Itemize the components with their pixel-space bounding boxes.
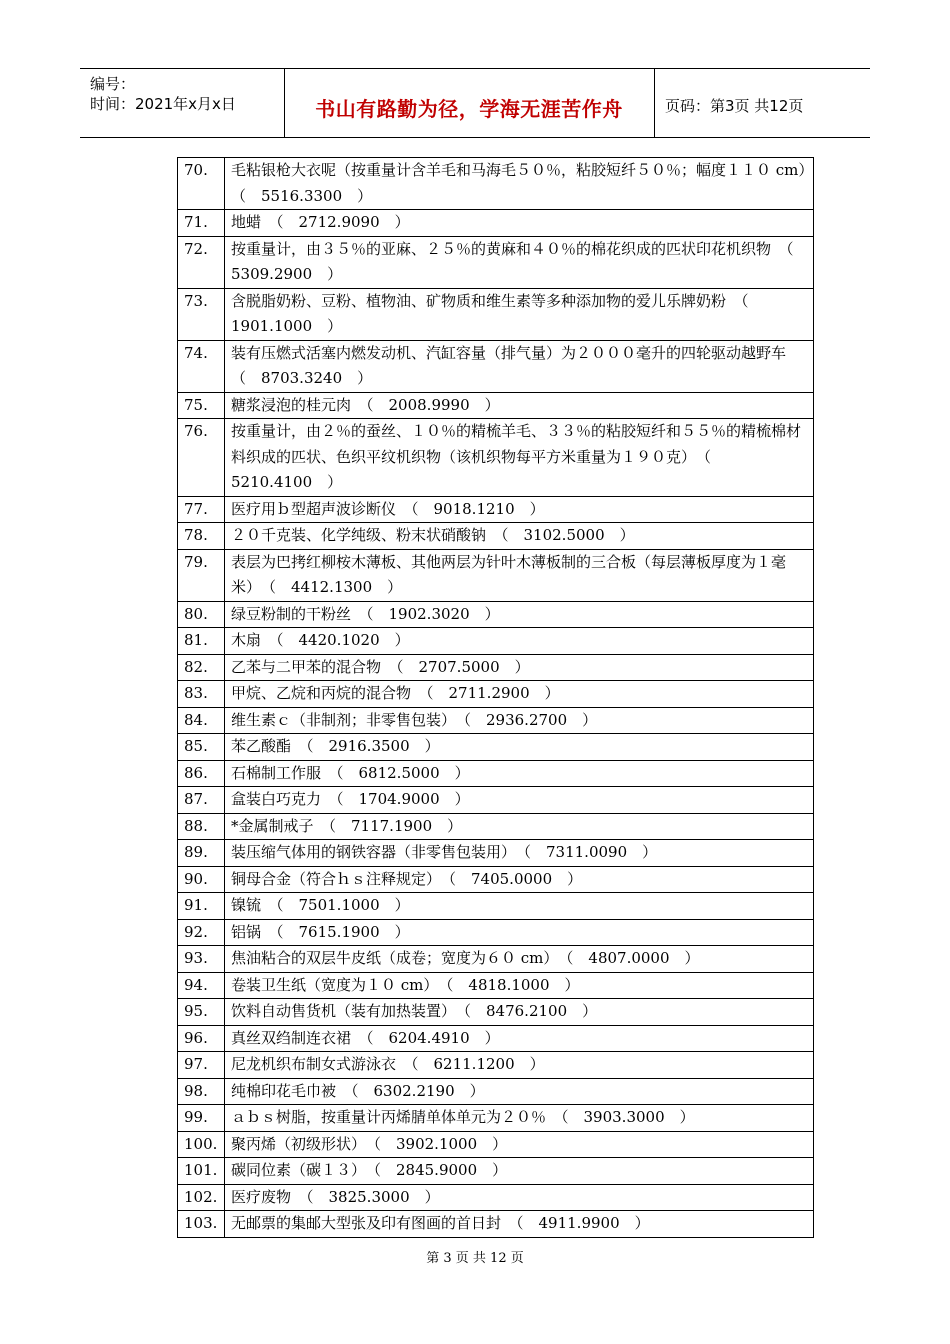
table-row [178,1131,814,1158]
row-number: 103. [178,1211,225,1238]
row-description: 尼龙机织布制女式游泳衣 （ 6211.1200 ） [225,1052,814,1079]
table-row [178,1052,814,1079]
row-number: 78. [178,523,225,550]
row-description: 木扇 （ 4420.1020 ） [225,628,814,655]
row-number: 70. [178,158,225,210]
table-row [178,628,814,655]
table-row [178,999,814,1026]
row-number: 85. [178,734,225,761]
table-row [178,419,814,497]
row-description: 纯棉印花毛巾被 （ 6302.2190 ） [225,1078,814,1105]
table-row [178,760,814,787]
row-description: 盒装白巧克力 （ 1704.9000 ） [225,787,814,814]
table-row [178,236,814,288]
row-description: 聚丙烯（初级形状） （ 3902.1000 ） [225,1131,814,1158]
row-number: 102. [178,1184,225,1211]
row-number: 79. [178,549,225,601]
table-row [178,654,814,681]
row-description: 按重量计，由２％的蚕丝、１０％的精梳羊毛、３３％的粘胶短纤和５５％的精梳棉材料织成的匹状、色织平纹机织物（该机织物每平方米重量为１９０克） （ 5210.4100 ） [225,419,814,497]
table-row [178,158,814,210]
row-number: 91. [178,893,225,920]
row-number: 89. [178,840,225,867]
row-description: 石棉制工作服 （ 6812.5000 ） [225,760,814,787]
row-description: 按重量计，由３５％的亚麻、２５％的黄麻和４０％的棉花织成的匹状印花机织物 （ 5309.2900 ） [225,236,814,288]
row-description: 铝锅 （ 7615.1900 ） [225,919,814,946]
row-description: 绿豆粉制的干粉丝 （ 1902.3020 ） [225,601,814,628]
row-description: 焦油粘合的双层牛皮纸（成卷；宽度为６０ cm） （ 4807.0000 ） [225,946,814,973]
table-row [178,288,814,340]
row-description: 卷装卫生纸（宽度为１０ cm） （ 4818.1000 ） [225,972,814,999]
table-row [178,787,814,814]
page-footer: 第 3 页 共 12 页 [426,1251,524,1266]
table-row [178,972,814,999]
row-description: 地蜡 （ 2712.9090 ） [225,210,814,237]
row-number: 87. [178,787,225,814]
header-time-label: 时间：2021年x月x日 [90,95,236,113]
row-number: 84. [178,707,225,734]
row-number: 101. [178,1158,225,1185]
table-row [178,734,814,761]
row-number: 95. [178,999,225,1026]
table-row [178,496,814,523]
table-row [178,866,814,893]
items-table [177,157,821,1238]
table-row [178,946,814,973]
row-description: 无邮票的集邮大型张及印有图画的首日封 （ 4911.9900 ） [225,1211,814,1238]
table-row [178,392,814,419]
table-row [178,210,814,237]
row-description: ２０千克装、化学纯级、粉末状硝酸钠 （ 3102.5000 ） [225,523,814,550]
row-description: 铜母合金（符合ｈｓ注释规定） （ 7405.0000 ） [225,866,814,893]
row-description: 维生素ｃ（非制剂；非零售包装） （ 2936.2700 ） [225,707,814,734]
row-number: 99. [178,1105,225,1132]
row-number: 82. [178,654,225,681]
table-row [178,707,814,734]
table-row [178,813,814,840]
row-number: 72. [178,236,225,288]
table-row [178,1078,814,1105]
header-meta-cell [80,69,285,137]
table-row [178,549,814,601]
table-row [178,1184,814,1211]
header-motto-cell [284,69,655,137]
row-description: ａｂｓ树脂，按重量计丙烯腈单体单元为２０％ （ 3903.3000 ） [225,1105,814,1132]
row-description: 装压缩气体用的钢铁容器（非零售包装用） （ 7311.0090 ） [225,840,814,867]
table-row [178,1105,814,1132]
row-description: 含脱脂奶粉、豆粉、植物油、矿物质和维生素等多种添加物的爱儿乐牌奶粉 （ 1901.1000 ） [225,288,814,340]
table-row [178,1211,814,1238]
row-description: 糖浆浸泡的桂元肉 （ 2008.9990 ） [225,392,814,419]
row-number: 71. [178,210,225,237]
row-description: 装有压燃式活塞内燃发动机、汽缸容量（排气量）为２０００毫升的四轮驱动越野车 （ 8703.3240 ） [225,340,814,392]
table-row [178,523,814,550]
row-description: 饮料自动售货机（装有加热装置） （ 8476.2100 ） [225,999,814,1026]
row-description: 医疗废物 （ 3825.3000 ） [225,1184,814,1211]
row-number: 86. [178,760,225,787]
row-number: 83. [178,681,225,708]
row-number: 92. [178,919,225,946]
row-description: 镍锍 （ 7501.1000 ） [225,893,814,920]
items-table-body [178,158,821,1238]
row-description: 医疗用ｂ型超声波诊断仪 （ 9018.1210 ） [225,496,814,523]
row-number: 73. [178,288,225,340]
header-number-label: 编号： [90,75,136,93]
row-description: 表层为巴拷红柳桉木薄板、其他两层为针叶木薄板制的三合板（每层薄板厚度为１毫米） （ 4412.1300 ） [225,549,814,601]
row-number: 80. [178,601,225,628]
row-description: 碳同位素（碳１３） （ 2845.9000 ） [225,1158,814,1185]
row-number: 81. [178,628,225,655]
table-row [178,681,814,708]
header-page-cell [655,69,870,137]
row-description: 毛粘银枪大衣呢（按重量计含羊毛和马海毛５０％，粘胶短纤５０％；幅度１１０ cm） （ 5516.3300 ） [225,158,814,210]
row-number: 90. [178,866,225,893]
row-number: 100. [178,1131,225,1158]
header-page-info: 页码：第3页 共12页 [665,97,804,115]
row-number: 94. [178,972,225,999]
table-row [178,919,814,946]
row-number: 96. [178,1025,225,1052]
row-number: 88. [178,813,225,840]
row-description: 乙苯与二甲苯的混合物 （ 2707.5000 ） [225,654,814,681]
row-description: 真丝双绉制连衣裙 （ 6204.4910 ） [225,1025,814,1052]
table-row [178,340,814,392]
row-number: 93. [178,946,225,973]
table-row [178,1025,814,1052]
row-number: 77. [178,496,225,523]
page-header [80,68,870,138]
row-number: 75. [178,392,225,419]
row-number: 98. [178,1078,225,1105]
row-description: 苯乙酸酯 （ 2916.3500 ） [225,734,814,761]
table-row [178,840,814,867]
row-number: 74. [178,340,225,392]
header-motto: 书山有路勤为径，学海无涯苦作舟 [315,97,623,121]
row-description: 甲烷、乙烷和丙烷的混合物 （ 2711.2900 ） [225,681,814,708]
row-description: *金属制戒子 （ 7117.1900 ） [225,813,814,840]
table-row [178,1158,814,1185]
row-number: 97. [178,1052,225,1079]
table-row [178,601,814,628]
row-number: 76. [178,419,225,497]
table-row [178,893,814,920]
